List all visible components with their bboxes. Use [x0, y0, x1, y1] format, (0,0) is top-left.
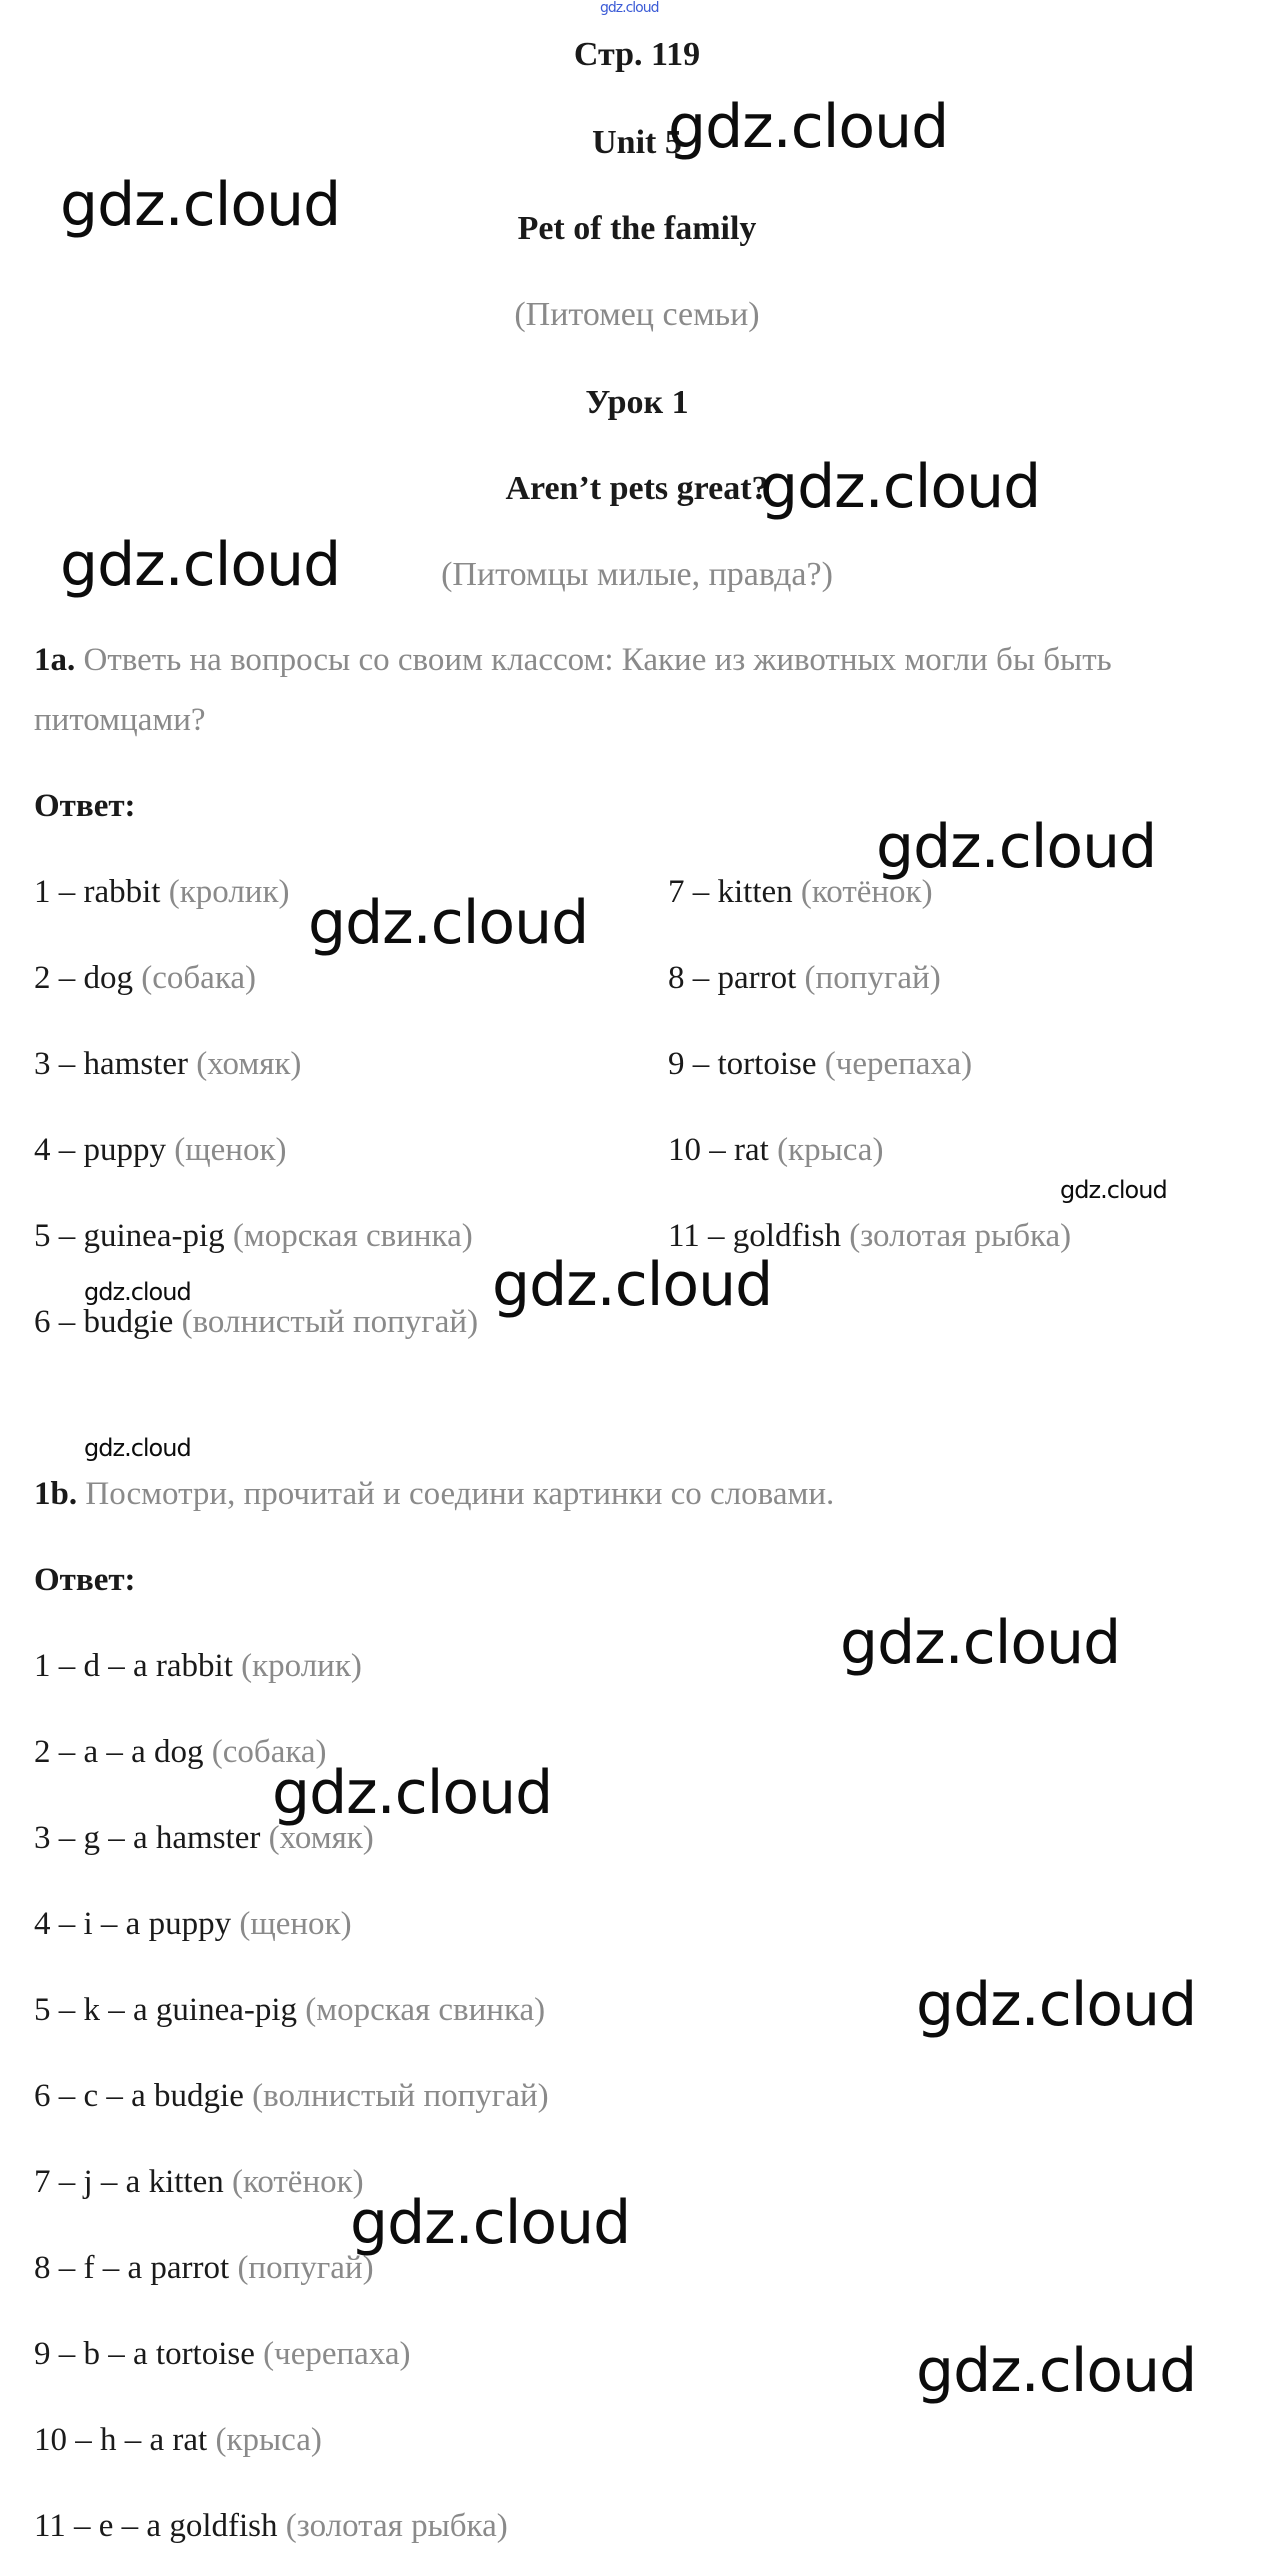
- watermark: gdz.cloud: [308, 888, 589, 958]
- list-item: [34, 960, 256, 997]
- watermark: gdz.cloud: [350, 2188, 631, 2258]
- item-en: 2 – a – a dog: [34, 1734, 204, 1770]
- list-item: [34, 2250, 374, 2287]
- watermark: gdz.cloud: [84, 1278, 191, 1306]
- watermark: gdz.cloud: [60, 530, 341, 600]
- list-item: [34, 1046, 301, 1083]
- list-item: [34, 2164, 364, 2201]
- task-1b-answer-label: Ответ:: [34, 1562, 136, 1598]
- list-item: [668, 1046, 972, 1083]
- list-item: [668, 1132, 883, 1169]
- list-item: [668, 960, 941, 997]
- task-1a-label: 1a.: [34, 642, 76, 678]
- watermark: gdz.cloud: [492, 1250, 773, 1320]
- task-1a-answer-label: Ответ:: [34, 788, 136, 824]
- item-en: 4 – i – a puppy: [34, 1906, 232, 1942]
- item-en: 1 – rabbit: [34, 874, 161, 910]
- watermark: gdz.cloud: [916, 2336, 1197, 2406]
- item-en: 8 – f – a parrot: [34, 2250, 230, 2286]
- item-en: 9 – b – a tortoise: [34, 2336, 255, 2372]
- watermark: gdz.cloud: [60, 170, 341, 240]
- item-ru: (хомяк): [196, 1046, 302, 1082]
- watermark: gdz.cloud: [84, 1434, 191, 1462]
- unit-title-translation: (Питомец семьи): [514, 296, 760, 333]
- item-en: 10 – rat: [668, 1132, 769, 1168]
- item-ru: (крыса): [777, 1132, 884, 1168]
- item-en: 5 – guinea-pig: [34, 1218, 225, 1254]
- list-item: [34, 2422, 322, 2459]
- watermark: gdz.cloud: [272, 1758, 553, 1828]
- item-en: 10 – h – a rat: [34, 2422, 208, 2458]
- page-number: Стр. 119: [573, 36, 701, 73]
- item-ru: (волнистый попугай): [252, 2078, 549, 2114]
- item-ru: (котёнок): [800, 874, 933, 910]
- list-item: [34, 2078, 549, 2115]
- lesson-title-translation: (Питомцы милые, правда?): [441, 556, 833, 593]
- task-1a-text-line2: питомцами?: [34, 702, 206, 738]
- watermark: gdz.cloud: [760, 452, 1041, 522]
- item-ru: (золотая рыбка): [849, 1218, 1072, 1254]
- item-en: 6 – budgie: [34, 1304, 174, 1340]
- lesson-number: Урок 1: [585, 384, 689, 421]
- watermark: gdz.cloud: [600, 0, 659, 16]
- item-en: 11 – e – a goldfish: [34, 2508, 278, 2544]
- task-1a-text: Ответь на вопросы со своим классом: Какие из животных могли бы быть: [83, 642, 1112, 678]
- list-item: [34, 2336, 411, 2373]
- unit-number: Unit 5: [592, 124, 682, 161]
- task-1b-question: [34, 1476, 834, 1513]
- lesson-title: Aren’t pets great?: [505, 470, 769, 507]
- item-ru: (морская свинка): [232, 1218, 473, 1254]
- item-ru: (золотая рыбка): [285, 2508, 508, 2544]
- watermark: gdz.cloud: [876, 812, 1157, 882]
- item-en: 3 – hamster: [34, 1046, 188, 1082]
- item-ru: (щенок): [174, 1132, 287, 1168]
- list-item: [34, 1218, 473, 1255]
- item-ru: (собака): [141, 960, 256, 996]
- item-ru: (попугай): [237, 2250, 374, 2286]
- watermark: gdz.cloud: [840, 1608, 1121, 1678]
- item-ru: (котёнок): [231, 2164, 364, 2200]
- watermark: gdz.cloud: [916, 1970, 1197, 2040]
- watermark: gdz.cloud: [668, 92, 949, 162]
- watermark: gdz.cloud: [1060, 1176, 1167, 1204]
- item-ru: (волнистый попугай): [181, 1304, 479, 1340]
- task-1b-text: Посмотри, прочитай и соедини картинки со словами.: [85, 1476, 835, 1512]
- list-item: [34, 1132, 286, 1169]
- item-ru: (попугай): [804, 960, 941, 996]
- list-item: [34, 2508, 508, 2545]
- item-en: 7 – kitten: [668, 874, 793, 910]
- item-en: 11 – goldfish: [668, 1218, 841, 1254]
- item-ru: (собака): [211, 1734, 327, 1770]
- item-ru: (крыса): [215, 2422, 322, 2458]
- item-en: 4 – puppy: [34, 1132, 166, 1168]
- item-en: 7 – j – a kitten: [34, 2164, 224, 2200]
- item-en: 2 – dog: [34, 960, 133, 996]
- list-item: [34, 874, 289, 911]
- item-ru: (хомяк): [268, 1820, 374, 1856]
- item-en: 8 – parrot: [668, 960, 797, 996]
- item-ru: (черепаха): [263, 2336, 411, 2372]
- unit-title: Pet of the family: [517, 210, 757, 247]
- list-item: [34, 1992, 545, 2029]
- list-item: [34, 1304, 478, 1341]
- list-item: [34, 1906, 352, 1943]
- item-ru: (кролик): [168, 874, 290, 910]
- item-en: 9 – tortoise: [668, 1046, 817, 1082]
- task-1a-question: [34, 642, 1112, 679]
- task-1b-label: 1b.: [34, 1476, 78, 1512]
- item-en: 1 – d – a rabbit: [34, 1648, 233, 1684]
- item-ru: (кролик): [241, 1648, 362, 1684]
- item-en: 6 – c – a budgie: [34, 2078, 244, 2114]
- item-en: 5 – k – a guinea-pig: [34, 1992, 298, 2028]
- item-en: 3 – g – a hamster: [34, 1820, 261, 1856]
- list-item: [34, 1648, 362, 1685]
- item-ru: (щенок): [239, 1906, 352, 1942]
- item-ru: (черепаха): [824, 1046, 973, 1082]
- item-ru: (морская свинка): [305, 1992, 546, 2028]
